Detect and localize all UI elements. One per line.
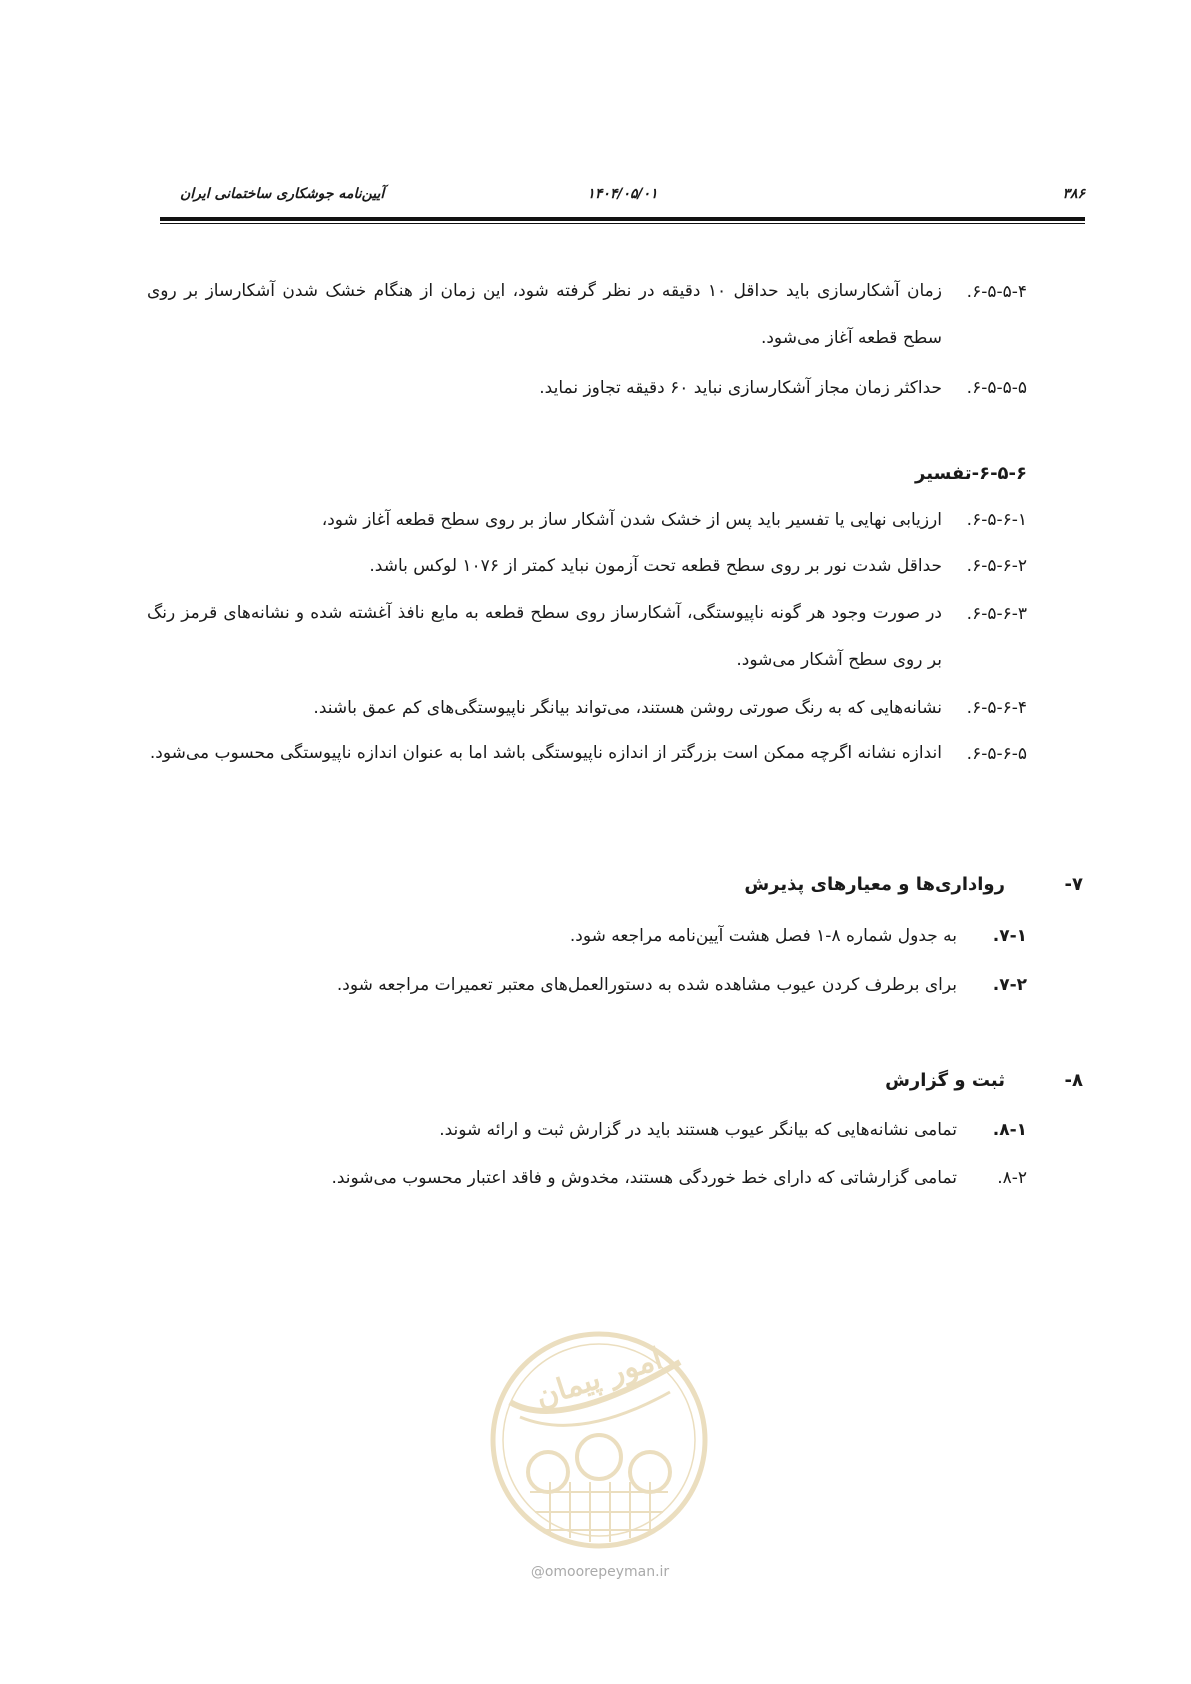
item-text: اندازه نشانه اگرچه ممکن است بزرگتر از اندازه ناپیوستگی باشد اما به عنوان اندازه ناپیوستگی محسوب می‌شود. bbox=[149, 743, 942, 763]
item-number: ۷-۲. bbox=[992, 975, 1027, 995]
item-text: نشانه‌هایی که به رنگ صورتی روشن هستند، می‌تواند بیانگر ناپیوستگی‌های کم عمق باشند. bbox=[313, 698, 942, 718]
item-number: ۸-۲. bbox=[997, 1168, 1027, 1188]
item-number: ۷-۱. bbox=[992, 926, 1027, 946]
item-text: حداکثر زمان مجاز آشکارسازی نباید ۶۰ دقیقه تجاوز نماید. bbox=[539, 378, 942, 398]
item-text: زمان آشکارسازی باید حداقل ۱۰ دقیقه در نظر گرفته شود، این زمان از هنگام خشک شدن آشکارساز بر روی سطح قطعه آغاز می‌شود. bbox=[147, 281, 942, 348]
item-text: در صورت وجود هر گونه ناپیوستگی، آشکارساز روی سطح قطعه به مایع نافذ آغشته شده و نشانه‌های قرمز رنگ بر روی سطح آشکار می‌شود. bbox=[147, 603, 942, 670]
item-number: ۶-۵-۶-۵. bbox=[966, 744, 1027, 764]
item-text: تمامی گزارشاتی که دارای خط خوردگی هستند، مخدوش و فاقد اعتبار محسوب می‌شوند. bbox=[331, 1168, 957, 1188]
item-number: ۶-۵-۵-۵. bbox=[966, 378, 1027, 398]
section-number: ۷- bbox=[1064, 874, 1083, 895]
watermark-logo bbox=[490, 1322, 708, 1562]
item-text: ارزیابی نهایی یا تفسیر باید پس از خشک شدن آشکار ساز بر روی سطح قطعه آغاز شود، bbox=[321, 510, 942, 530]
section-title: ثبت و گزارش bbox=[885, 1070, 1005, 1091]
item-number: ۶-۵-۶-۲. bbox=[966, 556, 1027, 576]
item-number: ۶-۵-۶-۱. bbox=[966, 510, 1027, 530]
page-header bbox=[160, 186, 1085, 210]
section-number: ۸- bbox=[1064, 1070, 1083, 1091]
header-rule-thin bbox=[160, 223, 1085, 224]
item-number: ۶-۵-۶-۳. bbox=[966, 604, 1027, 624]
header-date: ۱۴۰۴/۰۵/۰۱ bbox=[587, 186, 658, 202]
watermark-url: @omoorepeyman.ir bbox=[530, 1564, 670, 1580]
item-number: ۶-۵-۵-۴. bbox=[966, 282, 1027, 302]
page-number: ۳۸۶ bbox=[1062, 186, 1085, 202]
subsection-heading bbox=[915, 463, 1027, 484]
section-title: رواداری‌ها و معیارهای پذیرش bbox=[744, 874, 1005, 895]
header-title: آیین‌نامه جوشکاری ساختمانی ایران bbox=[180, 186, 385, 202]
item-text: حداقل شدت نور بر روی سطح قطعه تحت آزمون نباید کمتر از ۱۰۷۶ لوکس باشد. bbox=[369, 556, 942, 576]
item-number: ۸-۱. bbox=[992, 1120, 1027, 1140]
item-number: ۶-۵-۶-۴. bbox=[966, 698, 1027, 718]
header-rule-thick bbox=[160, 217, 1085, 221]
watermark-logo-text: امور پیمان bbox=[531, 1341, 667, 1415]
item-text: به جدول شماره ۸-۱ فصل هشت آیین‌نامه مراجعه شود. bbox=[569, 926, 957, 946]
item-text: تمامی نشانه‌هایی که بیانگر عیوب هستند باید در گزارش ثبت و ارائه شوند. bbox=[439, 1120, 957, 1140]
subsection-title: ۶-۵-۶-تفسیر bbox=[915, 463, 1027, 484]
item-text: برای برطرف کردن عیوب مشاهده شده به دستورالعمل‌های معتبر تعمیرات مراجعه شود. bbox=[336, 975, 957, 995]
